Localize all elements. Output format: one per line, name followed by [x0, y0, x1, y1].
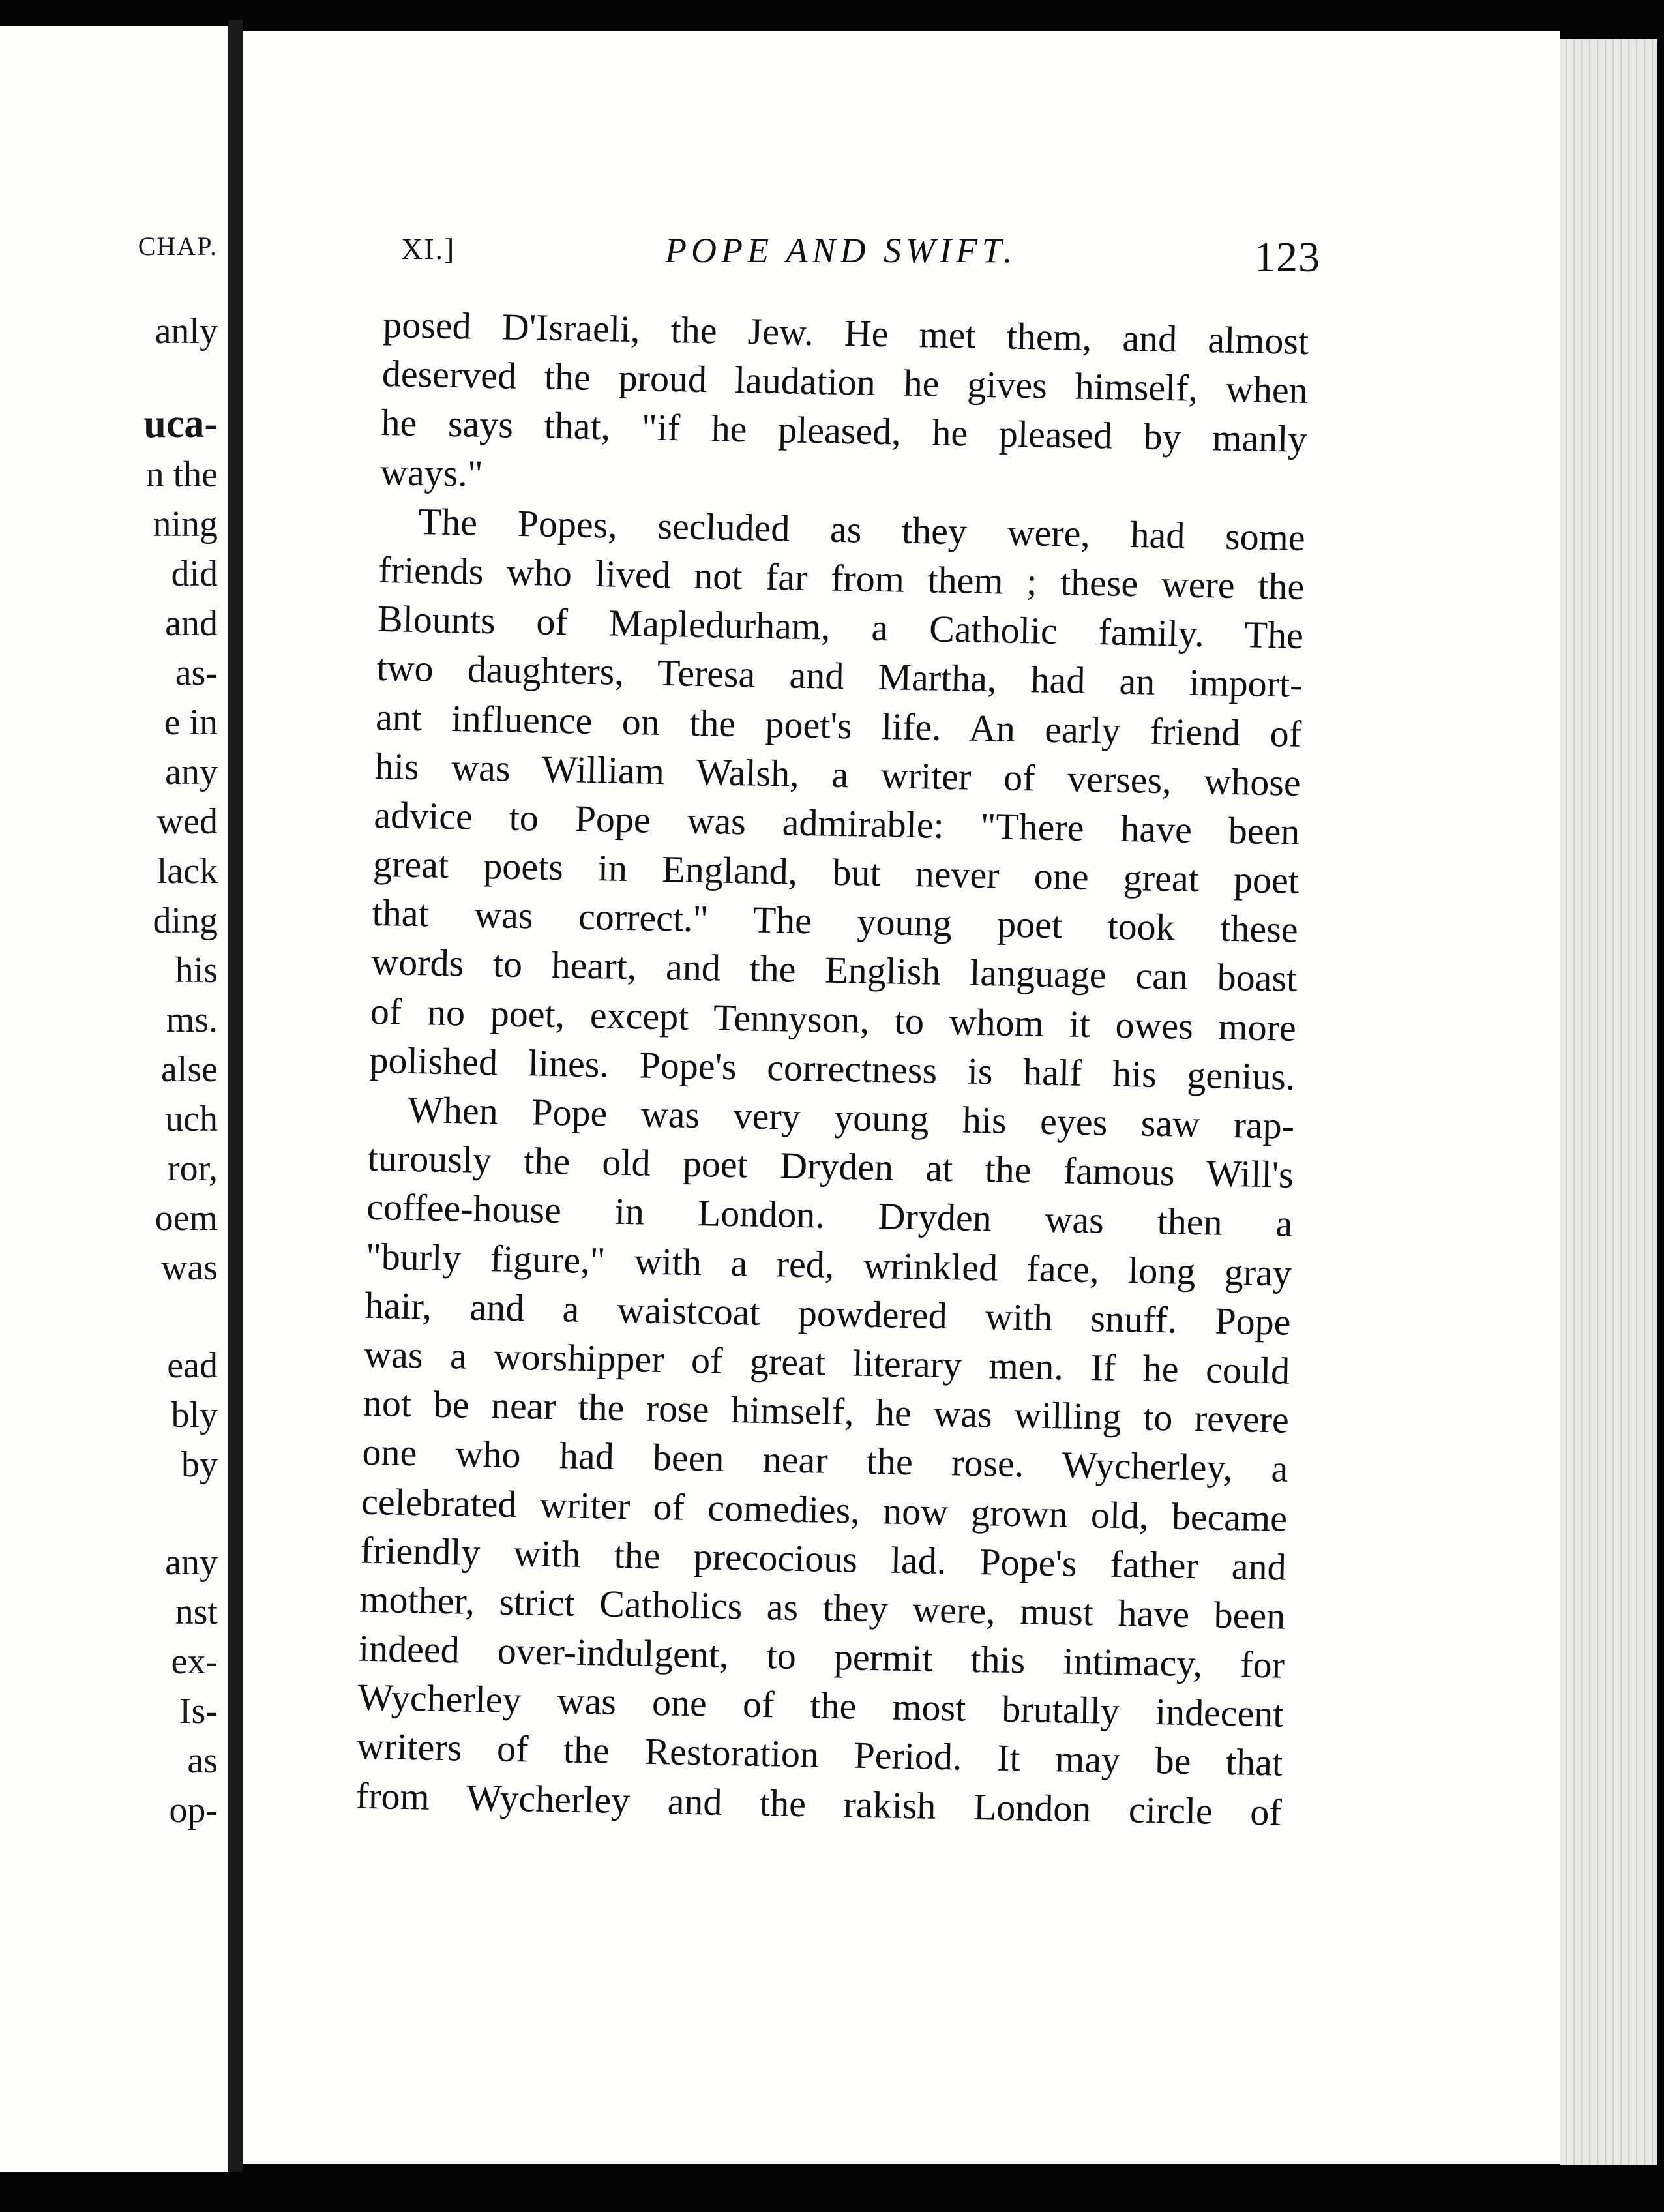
left-fragment-line: uch [165, 1099, 218, 1139]
left-fragment-line: any [165, 1542, 218, 1583]
text-line: posed D'Israeli, the Jew. He met them, and almost [382, 303, 1309, 363]
text-line: indeed over-indulgent, to permit this intimacy, for [358, 1626, 1285, 1686]
left-fragment-line: and [165, 603, 218, 644]
running-head [401, 225, 1320, 284]
text-line: coffee-house in London. Dryden was then a [366, 1186, 1293, 1246]
paragraph-first-line: The Popes, secluded as they were, had some [418, 500, 1306, 559]
left-fragment-line: e in [164, 702, 218, 743]
body-text [355, 300, 1309, 1836]
left-fragment-line: alse [160, 1049, 218, 1090]
page-edges [1560, 39, 1657, 2165]
left-fragment-line: did [171, 554, 218, 594]
text-line: "burly figure," with a red, wrinkled face, long gray [365, 1234, 1292, 1294]
left-fragment-line: ning [153, 504, 218, 545]
left-fragment-line: ead [167, 1345, 218, 1386]
text-line: deserved the proud laudation he gives himself, when [381, 352, 1309, 412]
left-fragment-line: ms. [166, 1000, 218, 1040]
left-fragment-line: as- [175, 653, 218, 693]
running-title: POPE AND SWIFT. [665, 231, 1017, 270]
text-line: ant influence on the poet's life. An early friend of [375, 695, 1302, 755]
page-number: 123 [1254, 233, 1320, 281]
left-fragment-line: nst [175, 1592, 218, 1632]
left-fragment-line: wed [156, 801, 218, 842]
text-line: polished lines. Pope's correctness is half his genius. [369, 1038, 1296, 1098]
left-fragment-line: uca- [143, 402, 218, 446]
text-line: celebrated writer of comedies, now grown old, became [361, 1480, 1288, 1540]
book-gutter [228, 20, 243, 2172]
paragraph-first-line: When Pope was very young his eyes saw rap- [407, 1088, 1295, 1147]
text-line: Wycherley was one of the most brutally indecent [357, 1675, 1285, 1735]
left-fragment-line: by [181, 1444, 218, 1485]
left-fragment-line: ror, [167, 1148, 218, 1189]
text-line: Blounts of Mapledurham, a Catholic family. The [377, 597, 1304, 657]
text-line: friendly with the precocious lad. Pope's father and [360, 1529, 1287, 1589]
chapter-number: XI.] [401, 232, 456, 265]
left-fragment-line: CHAP. [138, 232, 218, 261]
left-fragment-line: n the [145, 455, 218, 495]
left-fragment-line: ding [153, 901, 218, 941]
text-line: was a worshipper of great literary men. If he could [363, 1332, 1290, 1392]
text-line: turously the old poet Dryden at the famous Will's [367, 1136, 1294, 1196]
left-fragment-line: his [175, 950, 218, 991]
text-line: from Wycherley and the rakish London circle of [355, 1774, 1283, 1834]
text-line: mother, strict Catholics as they were, must have been [359, 1577, 1286, 1637]
text-line: his was William Walsh, a writer of verses, whose [374, 744, 1301, 804]
left-fragment-line: op- [169, 1790, 218, 1831]
text-line: advice to Pope was admirable: "There have been [373, 793, 1300, 853]
text-line: that was correct." The young poet took these [372, 891, 1299, 951]
text-line: words to heart, and the English language can boast [370, 940, 1298, 1000]
left-fragment-line: anly [155, 311, 218, 351]
left-fragment-line: was [160, 1248, 218, 1288]
text-line: one who had been near the rose. Wycherley, a [362, 1431, 1288, 1491]
text-line: he says that, "if he pleased, he pleased by manly [380, 401, 1307, 461]
left-fragment-line: Is- [179, 1691, 218, 1731]
text-line: ways." [379, 450, 484, 495]
left-fragment-line: ex- [171, 1641, 218, 1682]
text-line: two daughters, Teresa and Martha, had an import- [376, 646, 1303, 706]
text-line: of no poet, except Tennyson, to whom it owes more [370, 989, 1297, 1049]
text-line: hair, and a waistcoat powdered with snuff. Pope [364, 1283, 1292, 1343]
left-fragment-line: as [187, 1741, 218, 1781]
left-fragment-line: lack [156, 851, 218, 891]
text-line: writers of the Restoration Period. It may be that [356, 1725, 1283, 1785]
text-line: not be near the rose himself, he was willing to revere [363, 1381, 1290, 1441]
left-fragment-line: oem [155, 1198, 218, 1238]
previous-page-fragment [0, 26, 228, 2172]
left-fragment-line: bly [171, 1395, 218, 1435]
text-line: great poets in England, but never one great poet [372, 842, 1300, 902]
left-fragment-line: any [165, 752, 218, 792]
text-line: friends who lived not far from them ; these were the [378, 548, 1305, 608]
